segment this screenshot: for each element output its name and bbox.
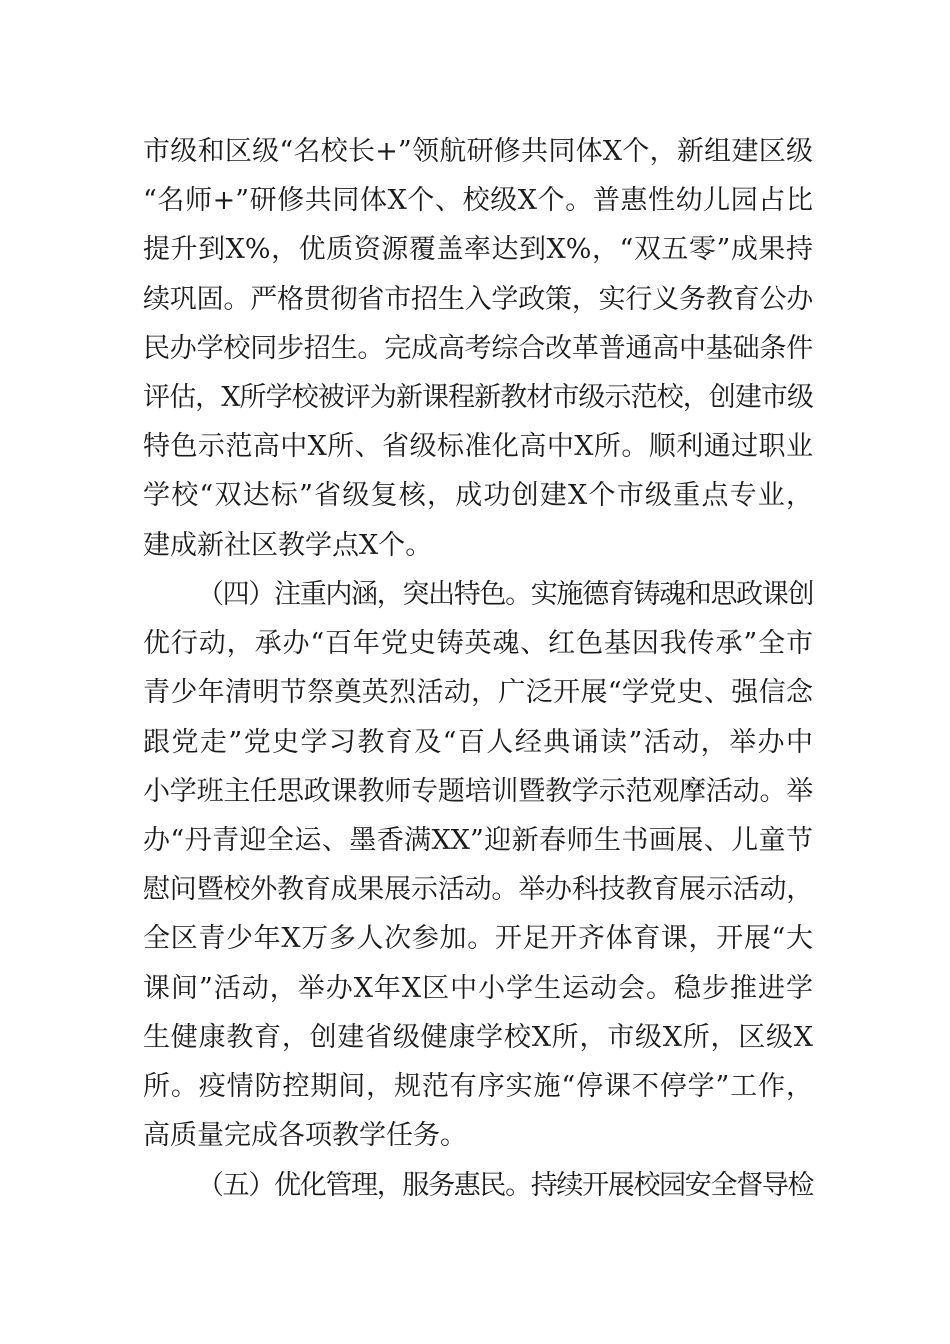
text-line: 跟党走”党史学习教育及“百人经典诵读”活动，举办中 (143, 726, 813, 758)
text-line: 优行动，承办“百年党史铸英魂、红色基因我传承”全市 (143, 628, 813, 660)
paragraph-section-four (143, 570, 813, 1160)
paragraph-section-five (143, 1161, 813, 1210)
text-line: 建成新社区教学点X个。 (143, 529, 433, 561)
text-line: 全区青少年X万多人次参加。开足开齐体育课，开展“大 (143, 923, 813, 955)
text-line: 生健康教育，创建省级健康学校X所，市级X所，区级X (143, 1021, 813, 1053)
text-line: 办“丹青迎全运、墨香满XX”迎新春师生书画展、儿童节 (143, 824, 813, 856)
text-line: 学校“双达标”省级复核，成功创建X个市级重点专业， (143, 480, 813, 512)
section-heading-line: （四）注重内涵，突出特色。实施德育铸魂和思政课创 (197, 579, 813, 610)
text-line: 续巩固。严格贯彻省市招生入学政策，实行义务教育公办 (143, 283, 813, 315)
text-line: 小学班主任思政课教师专题培训暨教学示范观摩活动。举 (143, 775, 813, 807)
text-line: 课间”活动，举办X年X区中小学生运动会。稳步推进学 (143, 972, 813, 1004)
text-line: 所。疫情防控期间，规范有序实施“停课不停学”工作， (143, 1070, 813, 1102)
text-line: 青少年清明节祭奠英烈活动，广泛开展“学党史、强信念 (143, 677, 813, 709)
text-line: 民办学校同步招生。完成高考综合改革普通高中基础条件 (143, 332, 813, 364)
text-line: 市级和区级“名校长+”领航研修共同体X个，新组建区级 (143, 136, 813, 167)
text-line: “名师+”研修共同体X个、校级X个。普惠性幼儿园占比 (143, 185, 813, 217)
paragraph-continuation (143, 127, 813, 570)
section-heading-line: （五）优化管理，服务惠民。持续开展校园安全督导检 (197, 1170, 813, 1201)
text-line: 高质量完成各项教学任务。 (143, 1120, 467, 1152)
text-line: 评估，X所学校被评为新课程新教材市级示范校，创建市级 (143, 381, 813, 413)
text-line: 慰问暨校外教育成果展示活动。举办科技教育展示活动， (143, 874, 813, 906)
text-line: 特色示范高中X所、省级标准化高中X所。顺利通过职业 (143, 431, 813, 463)
text-line: 提升到X%，优质资源覆盖率达到X%，“双五零”成果持 (143, 234, 813, 266)
